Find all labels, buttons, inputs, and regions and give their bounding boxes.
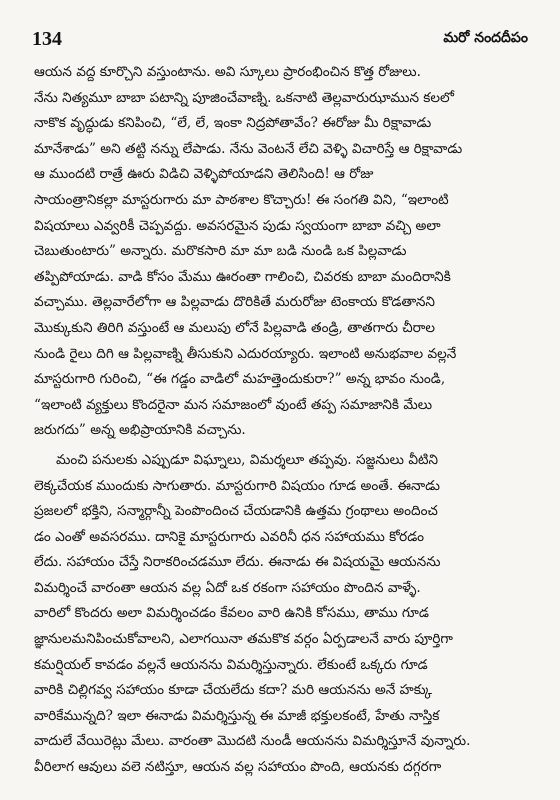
text-line: లెక్కచేయక ముందుకు సాగుతారు. మాస్టరుగారి విషయం గూడ అంతే. ఈనాడు xyxy=(34,477,440,494)
text-line: తప్పిపోయాడు. వాడి కోసం మేము ఊరంతా గాలించి, చివరకు బాబా మందిరానికి xyxy=(34,268,451,285)
text-line: డం ఎంతో అవసరము. దానికై మాస్టరుగారు ఎవరినీ ధన సహాయము కోరడం xyxy=(34,528,424,545)
text-line: వీరిలాగ ఆవులు వలె నటిస్తూ, ఆయన వల్ల సహాయం పొంది, ఆయనకు దగ్గరగా xyxy=(34,759,442,776)
text-line: మాస్టరుగారి గురించి, “ఈ గడ్డం వాడిలో మహత్తెందుకురా?” అన్న భావం నుండి, xyxy=(34,371,446,388)
text-line: కమర్షియల్ కావడం వల్లనే ఆయనను విమర్శిస్తున్నారు. లేకుంటే ఒక్కరు గూడ xyxy=(34,656,428,673)
text-line: విమర్శించే వారంతా ఆయన వల్ల ఏదో ఒక రకంగా సహాయం పొందిన వాళ్ళే. xyxy=(34,579,421,596)
page-number: 134 xyxy=(32,28,62,50)
text-line: చెబుతుంటారు” అన్నారు. మరొకసారి మా మా బడి నుండి ఒక పిల్లవాడు xyxy=(34,243,407,260)
text-line: విషయాలు ఎవ్వరికీ చెప్పవద్దు. అవసరమైన పుడు స్వయంగా బాబా వచ్చి అలా xyxy=(34,217,441,234)
text-line: వారికి చిల్లిగవ్వ సహాయం కూడా చేయలేదు కదా? మరి ఆయనను అనే హక్కు xyxy=(34,682,432,699)
paragraph-1 xyxy=(34,60,528,444)
text-line: “ఇలాంటి వ్యక్తులు కొందరైనా మన సమాజంలో వుంటే తప్ప సమాజానికి మేలు xyxy=(34,396,433,413)
running-title: మరో నందదీపం xyxy=(443,30,528,46)
text-line: వాదులే వేయిరెట్లు మేలు. వారంతా మొదటి నుండీ ఆయనను విమర్శిస్తూనే వున్నారు. xyxy=(34,733,471,750)
text-line: లేదు. సహాయం చేస్తే నిరాకరించడమూ లేదు. ఈనాడు ఈ విషయమై ఆయనను xyxy=(34,554,441,571)
paragraph-2 xyxy=(34,448,528,781)
text-line: ఆయన వద్ద కూర్చొని వస్తుంటాను. అవి స్కూలు ప్రారంభించిన కొత్త రోజులు. xyxy=(34,64,421,80)
text-line: జరుగదు” అన్న అభిప్రాయానికి వచ్చాను. xyxy=(34,422,246,439)
text-line: వారికేమున్నది? ఇలా ఈనాడు విమర్శిస్తున్న ఈ మాజీ భక్తులకంటే, హేతు నాస్తిక xyxy=(34,707,440,724)
text-line: మంచి పనులకు ఎప్పుడూ విఘ్నాలు, విమర్శలూ తప్పవు. సజ్జనులు వీటిని xyxy=(56,451,439,468)
page-header xyxy=(32,28,528,54)
text-line: నుండి రైలు దిగి ఆ పిల్లవాణ్ని తీసుకుని ఎదురయ్యారు. ఇలాంటి అనుభవాల వల్లనే xyxy=(34,345,457,362)
text-line: నేను నిత్యమూ బాబా పటాన్ని పూజించేవాణ్ని. ఒకనాటి తెల్లవారుఝామున కలలో xyxy=(34,89,455,106)
text-line: జ్ఞానులమనిపించుకోవాలని, ఎలాగయినా తమకొక వర్గం ఏర్పడాలనే వారు పూర్తిగా xyxy=(34,631,453,648)
text-line: వారిలో కొందరు అలా విమర్శించడం కేవలం వారి ఉనికి కోసము, తాము గూడ xyxy=(34,605,429,622)
text-line: వచ్చాము. తెల్లవారేలోగా ఆ పిల్లవాడు దొరికితే మరురోజు టెంకాయ కొడతానని xyxy=(34,294,435,311)
text-line: సాయంత్రానికల్లా మాస్టరుగారు మా పాఠశాల కొచ్చారు! ఈ సంగతి విని, “ఇలాంటి xyxy=(34,191,449,208)
text-line: ప్రజలలో భక్తిని, సన్మార్గాన్నీ పెంపొందించ చేయడానికి ఉత్తమ గ్రంథాలు అందించ xyxy=(34,503,438,520)
text-line: మొక్కుకుని తిరిగి వస్తుంటే ఆ మలుపు లోనే పిల్లవాడి తండ్రి, తాతగారు చీరాల xyxy=(34,319,436,336)
body-text xyxy=(34,60,528,781)
text-line: నాకొక వృద్ధుడు కనిపించి, “లే, లే, ఇంకా నిద్రపోతావేం? ఈరోజు మీ రిక్షావాడు xyxy=(34,115,432,132)
text-line: మానేశాడు” అని తట్టి నన్ను లేపాడు. నేను వెంటనే లేచి వెళ్ళి విచారిస్తే ఆ రిక్షావాడు xyxy=(34,140,463,157)
text-line: ఆ ముందటి రాత్రే ఊరు విడిచి వెళ్ళిపోయాడని తెలిసింది! ఆ రోజు xyxy=(34,166,374,183)
